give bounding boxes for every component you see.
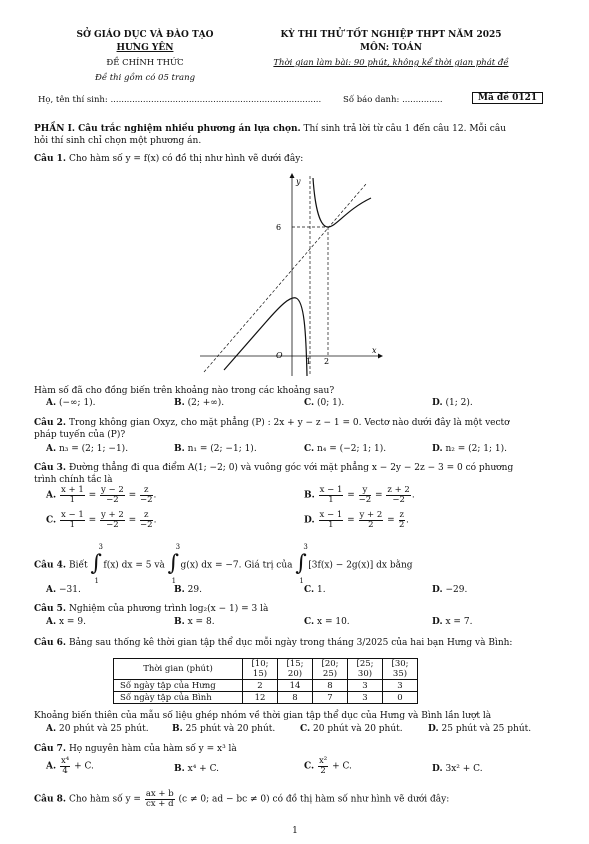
part1-heading: PHẦN I. Câu trắc nghiệm nhiều phương án lựa chọn. Thí sinh trả lời từ câu 1 đến câu 12. Mỗi câu (34, 124, 506, 134)
q1-option-b[interactable]: B. (2; +∞). (174, 398, 225, 408)
page-number: 1 (292, 826, 298, 836)
q1-option-c[interactable]: C. (0; 1). (304, 398, 345, 408)
exercise-table (113, 658, 418, 704)
q3-option-a[interactable]: A. $\frac{x + 1}{1}$ = $\frac{y - 2}{-2}$ = $\frac{z}{-2}$ . (46, 485, 157, 505)
q4-option-b[interactable]: B. 29. (174, 585, 202, 595)
id-field: Số báo danh: ............... (343, 95, 443, 105)
q7-option-c[interactable]: C. $\frac{\text{x²}}{2}$ + C. (304, 756, 352, 776)
q5-option-c[interactable]: C. x = 10. (304, 617, 350, 627)
oblique-asymptote (204, 184, 366, 372)
q1-option-a[interactable]: A. (−∞; 1). (46, 398, 96, 408)
q2-option-b[interactable]: B. n₁ = (2; −1; 1). (174, 444, 257, 454)
q5-option-b[interactable]: B. x = 8. (174, 617, 215, 627)
q3-text2: trình chính tắc là (34, 475, 113, 485)
q6-text: Câu 6. Bảng sau thống kê thời gian tập thể dục mỗi ngày trong tháng 3/2025 của hai bạn Hưng và Bình: (34, 638, 513, 648)
q3-option-c[interactable]: C. $\frac{x - 1}{1}$ = $\frac{y + 2}{-2}$ = $\frac{z}{-2}$ . (46, 510, 157, 530)
table-row: Số ngày tập của Hưng 2 14 8 3 3 (114, 680, 418, 692)
y-axis-arrow (290, 173, 295, 178)
q5-text: Câu 5. Nghiệm của phương trình log₂(x − 1) = 3 là (34, 604, 269, 614)
q1-option-d[interactable]: D. (1; 2). (432, 398, 473, 408)
q6-question: Khoảng biến thiên của mẫu số liệu ghép nhóm về thời gian tập thể dục của Hưng và Bình lần lượt là (34, 711, 492, 721)
y-axis-label: y (296, 177, 301, 186)
integral-sign: ∫ 3 1 (90, 543, 103, 585)
tick-x2: 2 (324, 357, 330, 366)
q4-text: Câu 4. Biết ∫ 3 1 f(x) dx = 5 và ∫ 3 1 g(x) dx = −7. Giá trị của ∫ 3 1 [3f(x) − 2g(x)] dx bằng (34, 543, 413, 585)
q7-text: Câu 7. Họ nguyên hàm của hàm số y = x³ là (34, 744, 237, 754)
q4-option-a[interactable]: A. −31. (46, 585, 81, 595)
q2-text2: pháp tuyến của (P)? (34, 430, 126, 440)
q5-option-d[interactable]: D. x = 7. (432, 617, 473, 627)
q2-option-d[interactable]: D. n₂ = (2; 1; 1). (432, 444, 508, 454)
origin-label: O (276, 351, 283, 360)
function-graph (196, 170, 384, 378)
q2-text: Câu 2. Trong không gian Oxyz, cho mặt phẳng (P) : 2x + y − z − 1 = 0. Vectơ nào dưới đây là một vectơ (34, 418, 510, 428)
q2-option-a[interactable]: A. n₃ = (2; 1; −1). (46, 444, 129, 454)
x-axis-label: x (372, 346, 377, 355)
part1-instr: hỏi thí sinh chỉ chọn một phương án. (34, 136, 202, 146)
q6-option-b[interactable]: B. 25 phút và 20 phút. (172, 724, 276, 734)
q4-option-d[interactable]: D. −29. (432, 585, 468, 595)
q6-option-d[interactable]: D. 25 phút và 25 phút. (428, 724, 532, 734)
time-note: Thời gian làm bài: 90 phút, không kể thời gian phát đề (273, 58, 509, 68)
dept-line2: HƯNG YÊN (116, 43, 174, 53)
q2-option-c[interactable]: C. n₄ = (−2; 1; 1). (304, 444, 387, 454)
q6-option-c[interactable]: C. 20 phút và 20 phút. (300, 724, 403, 734)
x-axis-arrow (378, 354, 383, 359)
q1-text: Câu 1. Cho hàm số y = f(x) có đồ thị như hình vẽ dưới đây: (34, 154, 304, 164)
q3-option-b[interactable]: B. $\frac{x - 1}{1}$ = $\frac{y}{-2}$ = $\frac{z + 2}{-2}$ . (304, 485, 415, 505)
tick-y6: 6 (276, 223, 282, 232)
page-count: Đề thi gồm có 05 trang (94, 73, 196, 83)
q3-option-d[interactable]: D. $\frac{x - 1}{1}$ = $\frac{y + 2}{2}$ = $\frac{z}{2}$ . (304, 510, 409, 530)
exam-code: Mã đề 0121 (472, 92, 543, 104)
integral-sign: ∫ 3 1 (167, 543, 181, 585)
q6-option-a[interactable]: A. 20 phút và 25 phút. (46, 724, 149, 734)
left-branch (224, 298, 307, 376)
dept-line1: SỞ GIÁO DỤC VÀ ĐÀO TẠO (76, 30, 214, 40)
q3-text: Câu 3. Đường thẳng đi qua điểm A(1; −2; 0) và vuông góc với mặt phẳng x − 2y − 2z − 3 = 0 có phương (34, 463, 514, 473)
tick-x1: 1 (306, 357, 312, 366)
q8-text: Câu 8. Cho hàm số y = $\frac{ax + b}{cx + d}$ (c ≠ 0; ad − bc ≠ 0) có đồ thị hàm số như hình vẽ dưới đây: (34, 789, 450, 809)
table-header-row: Thời gian (phút) [10; 15) [15; 20) [20; 25) [25; 30) [30; 35) (114, 659, 418, 680)
q7-option-a[interactable]: A. $\frac{\text{x⁴}}{4}$ + C. (46, 756, 94, 776)
q7-option-d[interactable]: D. 3x² + C. (432, 764, 483, 774)
integral-sign: ∫ 3 1 (295, 543, 308, 585)
q4-option-c[interactable]: C. 1. (304, 585, 326, 595)
official-label: ĐỀ CHÍNH THỨC (106, 58, 184, 68)
q1-question: Hàm số đã cho đồng biến trên khoảng nào trong các khoảng sau? (34, 386, 335, 396)
exam-title: KỲ THI THỬ TỐT NGHIỆP THPT NĂM 2025 (280, 30, 502, 40)
table-row: Số ngày tập của Bình 12 8 7 3 0 (114, 692, 418, 704)
q7-option-b[interactable]: B. x⁴ + C. (174, 764, 219, 774)
subject: MÔN: TOÁN (360, 43, 422, 53)
q5-option-a[interactable]: A. x = 9. (46, 617, 86, 627)
right-branch (313, 178, 371, 227)
name-field: Họ, tên thí sinh: .............................................................................. (38, 95, 322, 105)
